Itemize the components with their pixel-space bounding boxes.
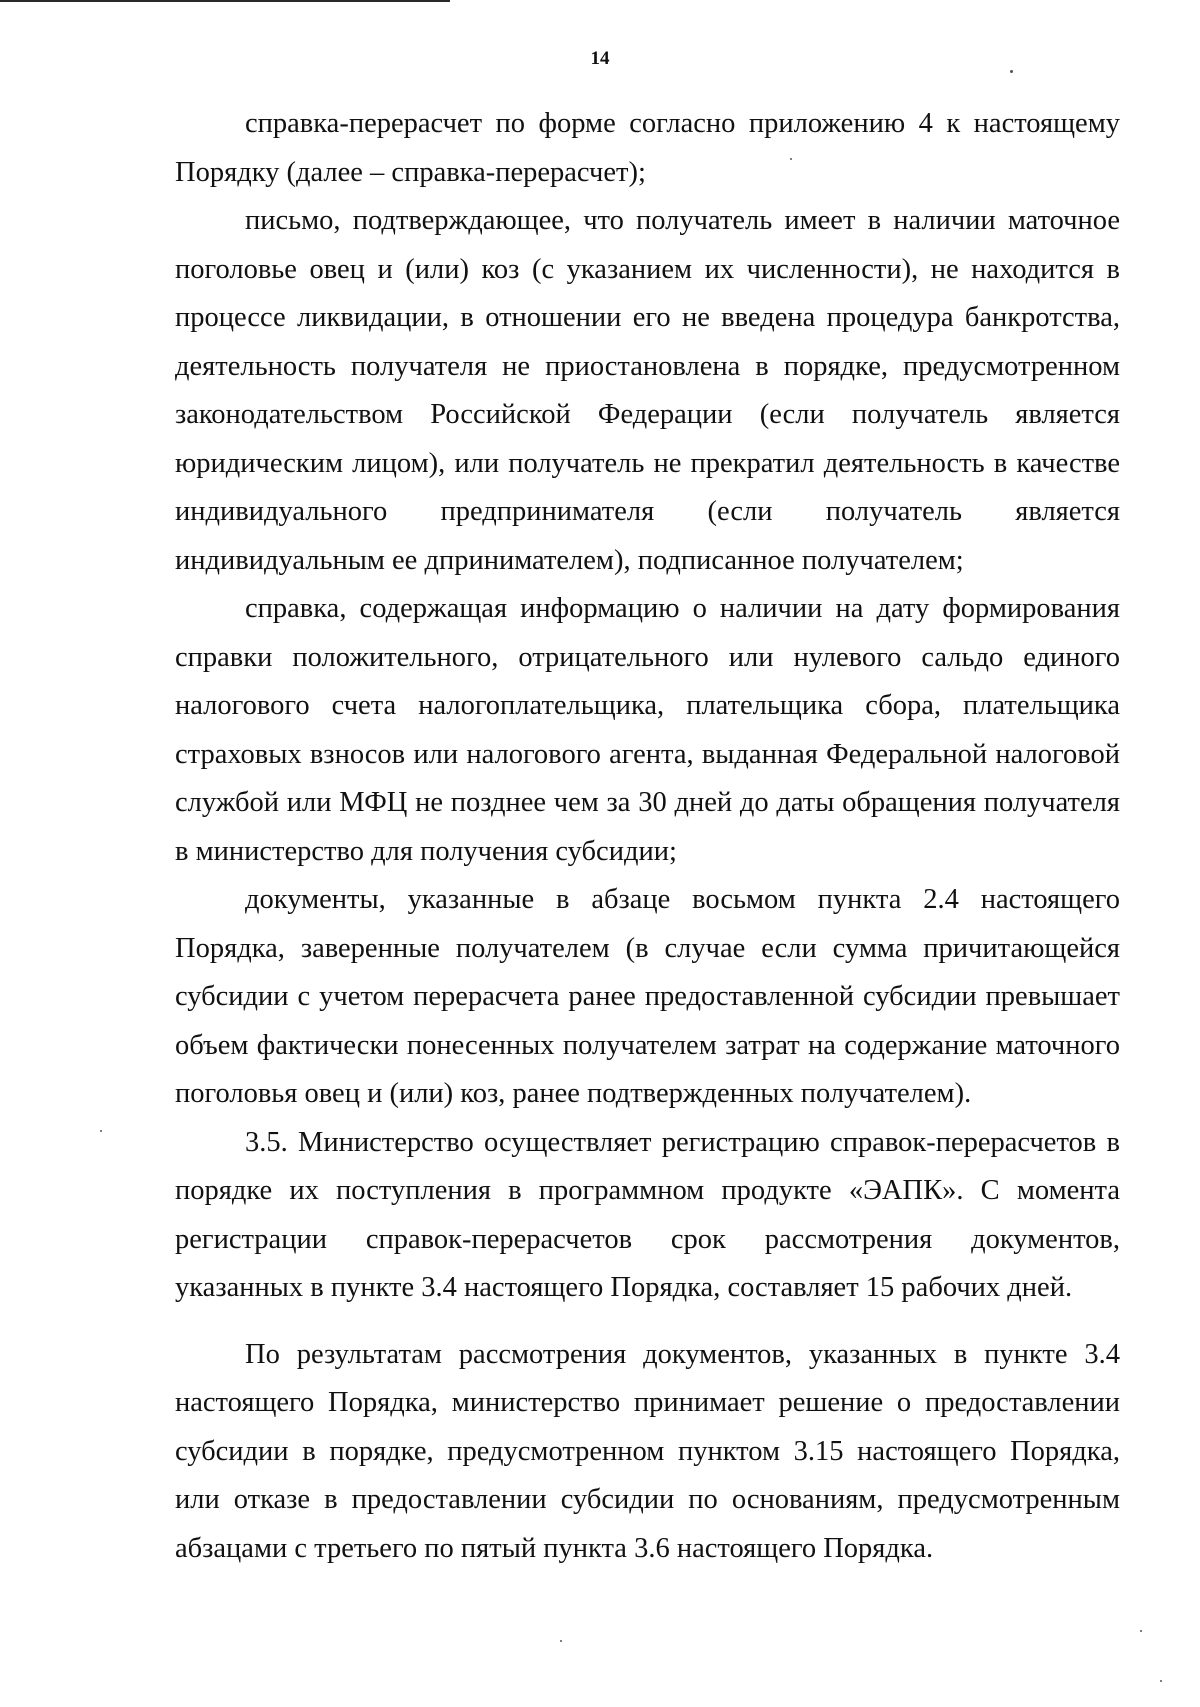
paragraph-certificate-recalculation: справка-перерасчет по форме согласно приложению 4 к настоящему Порядку (далее – справка-перерасчет); (175, 108, 1120, 188)
paragraph-review-results: По результатам рассмотрения документов, указанных в пункте 3.4 настоящего Порядка, министерство принимает решение о предоставлении субсидии в порядке, предусмотренном пунктом 3.15 настоящего Порядка, или отказе в предоставлении субсидии по основаниям, предусмотренным абзацами с третьего по пятый пункта 3.6 настоящего Порядка. (175, 1338, 1120, 1564)
scan-speck (790, 158, 792, 160)
page-number: 14 (590, 48, 610, 69)
document-body (175, 100, 1120, 1573)
paragraph-documents-clause: документы, указанные в абзаце восьмом пункта 2.4 настоящего Порядка, заверенные получателем (в случае если сумма причитающейся субсидии с учетом перерасчета ранее предоставленной субсидии превышает объем фактически понесенных получателем затрат на содержание маточного поголовья овец и (или) коз, ранее подтвержденных получателем). (175, 884, 1120, 1109)
paragraph-letter-confirmation: письмо, подтверждающее, что получатель имеет в наличии маточное поголовье овец и (или) коз (с указанием их численности), не находится в процессе ликвидации, в отношении его не введена процедура банкротства, деятельность получателя не приостановлена в порядке, предусмотренном законодательством Российской Федерации (если получатель является юридическим лицом), или получатель не прекратил деятельность в качестве индивидуального предпринимателя (если получатель является индивидуальным ее дпринимателем), подписанное получателем; (175, 205, 1120, 576)
scan-speck (1140, 1630, 1142, 1632)
scan-speck (1160, 1680, 1162, 1682)
scan-speck (1010, 70, 1013, 73)
paragraph-tax-certificate: справка, содержащая информацию о наличии на дату формирования справки положительного, отрицательного или нулевого сальдо единого налогового счета налогоплательщика, плательщика сбора, плательщика страховых взносов или налогового агента, выданная Федеральной налоговой службой или МФЦ не позднее чем за 30 дней до даты обращения получателя в министерство для получения субсидии; (175, 593, 1120, 867)
scan-edge-line (0, 0, 450, 2)
scan-speck (100, 1130, 102, 1132)
scan-speck (560, 1640, 562, 1642)
paragraph-section-3-5: 3.5. Министерство осуществляет регистрацию справок-перерасчетов в порядке их поступления в программном продукте «ЭАПК». С момента регистрации справок-перерасчетов срок рассмотрения документов, указанных в пункте 3.4 настоящего Порядка, составляет 15 рабочих дней. (175, 1126, 1120, 1303)
